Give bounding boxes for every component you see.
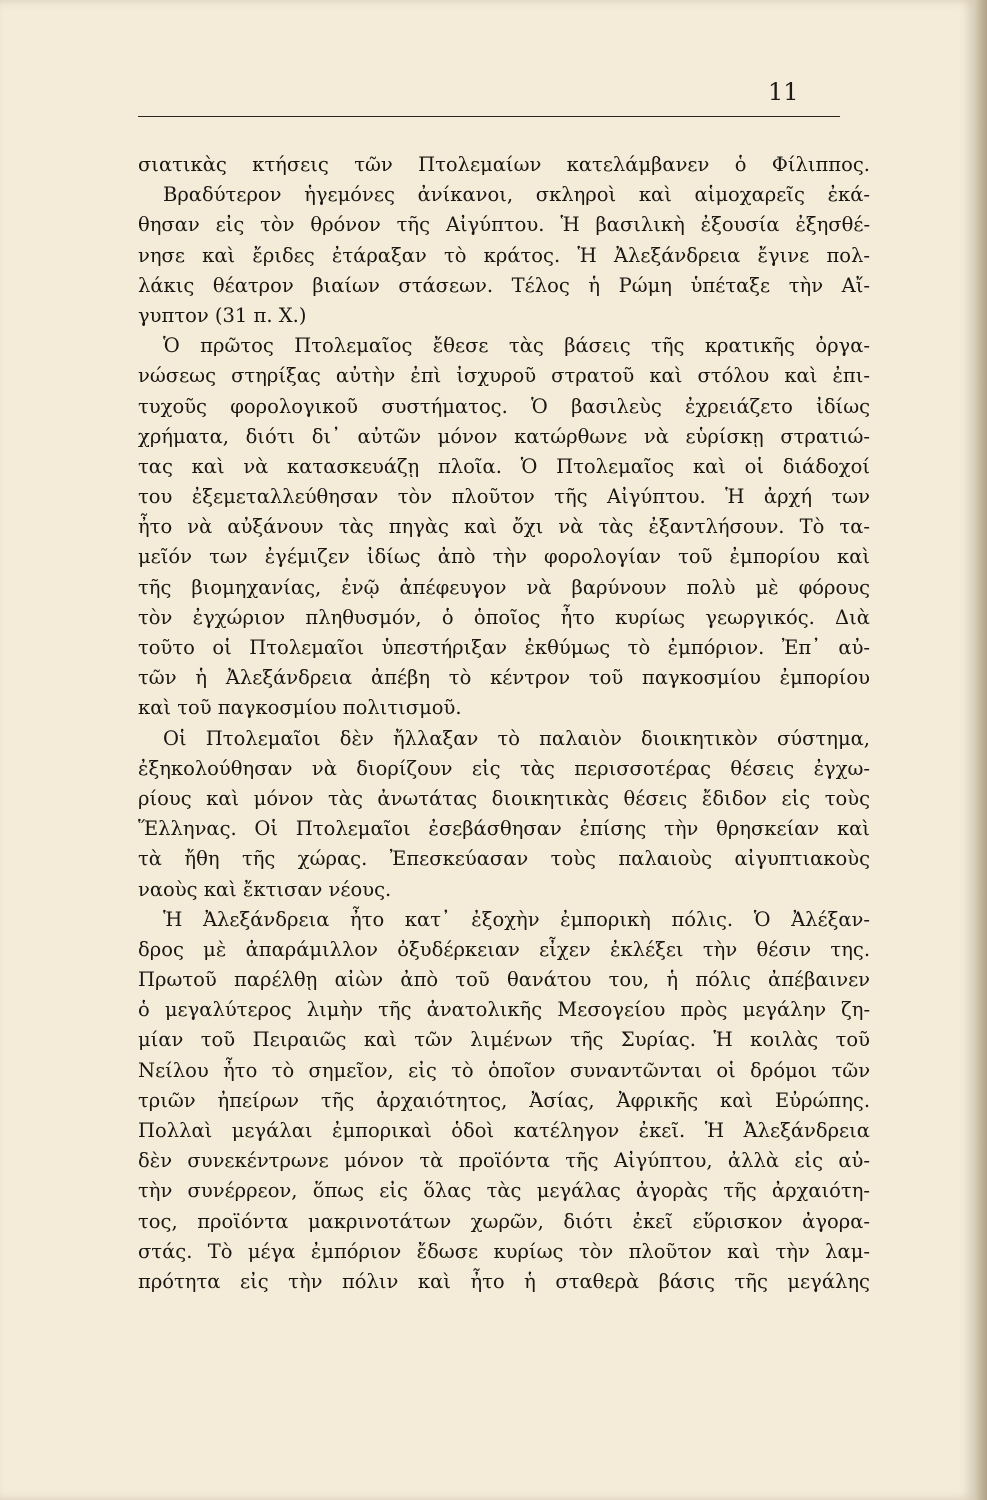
text-line-content: Πρωτοῦ παρέλθῃ αἰὼν ἀπὸ τοῦ θανάτου του, ἡ πόλις ἀπέβαινεν xyxy=(138,968,871,992)
text-line xyxy=(138,633,870,663)
text-line xyxy=(138,1086,870,1116)
text-line-content: τὴν συνέρρεον, ὅπως εἰς ὅλας τὰς μεγάλας ἀγορὰς τῆς ἀρχαιότη- xyxy=(138,1179,870,1203)
text-line xyxy=(138,965,870,995)
text-line xyxy=(138,1025,870,1055)
text-line-content: ρίους καὶ μόνον τὰς ἀνωτάτας διοικητικὰς θέσεις ἔδιδον εἰς τοὺς xyxy=(138,786,871,810)
text-line-content: δὲν συνεκέντρωνε μόνον τὰ προϊόντα τῆς Αἰγύπτου, ἀλλὰ εἰς αὐ- xyxy=(138,1149,870,1173)
text-line-content: σιατικὰς κτήσεις τῶν Πτολεμαίων κατελάμβανεν ὁ Φίλιππος. xyxy=(138,153,870,176)
text-line xyxy=(138,180,870,210)
text-line xyxy=(138,422,870,452)
text-line-content: γυπτον (31 π. Χ.) xyxy=(138,303,307,327)
text-line-content: μίαν τοῦ Πειραιῶς καὶ τῶν λιμένων τῆς Συρίας. Ἡ κοιλὰς τοῦ xyxy=(138,1028,870,1052)
text-line xyxy=(138,1267,870,1297)
text-line xyxy=(138,331,870,361)
text-line xyxy=(138,1056,870,1086)
body-text xyxy=(138,150,870,1297)
text-line-content: Οἱ Πτολεμαῖοι δὲν ἤλλαξαν τὸ παλαιὸν διοικητικὸν σύστημα, xyxy=(163,726,870,750)
text-line xyxy=(138,1146,870,1176)
text-line-content: τυχοῦς φορολογικοῦ συστήματος. Ὁ βασιλεὺς ἐχρειάζετο ἰδίως xyxy=(138,394,871,418)
text-line xyxy=(138,512,870,542)
text-line-content: Ἕλληνας. Οἱ Πτολεμαῖοι ἐσεβάσθησαν ἐπίσης τὴν θρησκείαν καὶ xyxy=(138,817,870,841)
text-line-content: πρότητα εἰς τὴν πόλιν καὶ ἦτο ἡ σταθερὰ βάσις τῆς μεγάλης xyxy=(138,1269,870,1293)
text-line xyxy=(138,392,870,422)
text-line xyxy=(138,150,870,180)
text-line xyxy=(138,724,870,754)
header-rule xyxy=(138,116,840,117)
text-line xyxy=(138,482,870,512)
page-number: 11 xyxy=(768,78,799,106)
text-line xyxy=(138,452,870,482)
text-line xyxy=(138,1116,870,1146)
text-line xyxy=(138,905,870,935)
text-line-content: τὰ ἤθη τῆς χώρας. Ἐπεσκεύασαν τοὺς παλαιοὺς αἰγυπτιακοὺς xyxy=(138,847,870,871)
text-line xyxy=(138,875,870,905)
text-line-content: τοῦτο οἱ Πτολεμαῖοι ὑπεστήριξαν ἐκθύμως τὸ ἐμπόριον. Ἐπ᾽ αὐ- xyxy=(138,636,871,659)
text-line-content: Βραδύτερον ἡγεμόνες ἀνίκανοι, σκληροὶ καὶ αἱμοχαρεῖς ἐκά- xyxy=(163,183,870,207)
text-line xyxy=(138,814,870,844)
text-line xyxy=(138,573,870,603)
text-line xyxy=(138,693,870,723)
text-line xyxy=(138,361,870,391)
text-line-content: ἦτο νὰ αὐξάνουν τὰς πηγὰς καὶ ὄχι νὰ τὰς ἐξαντλήσουν. Τὸ τα- xyxy=(138,515,870,539)
text-line xyxy=(138,301,870,331)
text-line xyxy=(138,1237,870,1267)
text-line xyxy=(138,663,870,693)
text-line-content: ναοὺς καὶ ἔκτισαν νέους. xyxy=(138,877,392,901)
text-line-content: του ἐξεμεταλλεύθησαν τὸν πλοῦτον τῆς Αἰγύπτου. Ἡ ἀρχή των xyxy=(138,485,871,509)
text-line-content: νώσεως στηρίξας αὐτὴν ἐπὶ ἰσχυροῦ στρατοῦ καὶ στόλου καὶ ἐπι- xyxy=(138,364,870,388)
text-line-content: ἐξηκολούθησαν νὰ διορίζουν εἰς τὰς περισσοτέρας θέσεις ἐγχω- xyxy=(138,756,871,780)
text-line xyxy=(138,754,870,784)
text-line xyxy=(138,271,870,301)
text-line-content: λάκις θέατρον βιαίων στάσεων. Τέλος ἡ Ρώμη ὑπέταξε τὴν Αἴ- xyxy=(138,273,870,297)
text-line xyxy=(138,1207,870,1237)
text-line-content: καὶ τοῦ παγκοσμίου πολιτισμοῦ. xyxy=(138,696,462,720)
page-edge xyxy=(975,0,987,1500)
text-line-content: Ἡ Ἀλεξάνδρεια ἦτο κατ᾽ ἐξοχὴν ἐμπορικὴ πόλις. Ὁ Ἀλέξαν- xyxy=(163,907,870,931)
text-line-content: τῆς βιομηχανίας, ἐνῷ ἀπέφευγον νὰ βαρύνουν πολὺ μὲ φόρους xyxy=(138,575,871,599)
text-line-content: τος, προϊόντα μακρινοτάτων χωρῶν, διότι ἐκεῖ εὕρισκον ἀγορα- xyxy=(138,1209,870,1233)
text-line-content: ὁ μεγαλύτερος λιμὴν τῆς ἀνατολικῆς Μεσογείου πρὸς μεγάλην ζη- xyxy=(138,998,871,1022)
text-line-content: τριῶν ἠπείρων τῆς ἀρχαιότητος, Ἀσίας, Ἀφρικῆς καὶ Εὐρώπης. xyxy=(138,1088,871,1112)
text-line-content: Νείλου ἦτο τὸ σημεῖον, εἰς τὸ ὁποῖον συναντῶνται οἱ δρόμοι τῶν xyxy=(138,1058,871,1082)
text-line-content: Πολλαὶ μεγάλαι ἐμπορικαὶ ὁδοὶ κατέληγον ἐκεῖ. Ἡ Ἀλεξάνδρεια xyxy=(138,1119,870,1142)
text-line-content: Ὁ πρῶτος Πτολεμαῖος ἔθεσε τὰς βάσεις τῆς κρατικῆς ὀργα- xyxy=(163,334,870,358)
text-line-content: δρος μὲ ἀπαράμιλλον ὀξυδέρκειαν εἶχεν ἐκλέξει τὴν θέσιν της. xyxy=(138,937,871,961)
text-line xyxy=(138,844,870,874)
text-line-content: θησαν εἰς τὸν θρόνον τῆς Αἰγύπτου. Ἡ βασιλικὴ ἐξουσία ἐξησθέ- xyxy=(138,213,871,237)
text-line-content: τὸν ἐγχώριον πληθυσμόν, ὁ ὁποῖος ἦτο κυρίως γεωργικός. Διὰ xyxy=(138,605,870,629)
text-line-content: νησε καὶ ἔριδες ἐτάραξαν τὸ κράτος. Ἡ Ἀλεξάνδρεια ἔγινε πολ- xyxy=(138,243,870,267)
text-line-content: τῶν ἡ Ἀλεξάνδρεια ἀπέβη τὸ κέντρον τοῦ παγκοσμίου ἐμπορίου xyxy=(138,666,871,690)
text-line xyxy=(138,995,870,1025)
text-line-content: στάς. Τὸ μέγα ἐμπόριον ἔδωσε κυρίως τὸν πλοῦτον καὶ τὴν λαμ- xyxy=(138,1239,870,1263)
text-line xyxy=(138,935,870,965)
text-line xyxy=(138,603,870,633)
text-line-content: τας καὶ νὰ κατασκευάζῃ πλοῖα. Ὁ Πτολεμαῖος καὶ οἱ διάδοχοί xyxy=(138,454,871,478)
text-line xyxy=(138,210,870,240)
text-line-content: χρήματα, διότι δι᾽ αὐτῶν μόνον κατώρθωνε νὰ εὑρίσκῃ στρατιώ- xyxy=(138,424,870,448)
text-line xyxy=(138,1176,870,1206)
text-line xyxy=(138,542,870,572)
text-line xyxy=(138,241,870,271)
text-line xyxy=(138,784,870,814)
text-line-content: μεῖόν των ἐγέμιζεν ἰδίως ἀπὸ τὴν φορολογίαν τοῦ ἐμπορίου καὶ xyxy=(138,545,871,569)
